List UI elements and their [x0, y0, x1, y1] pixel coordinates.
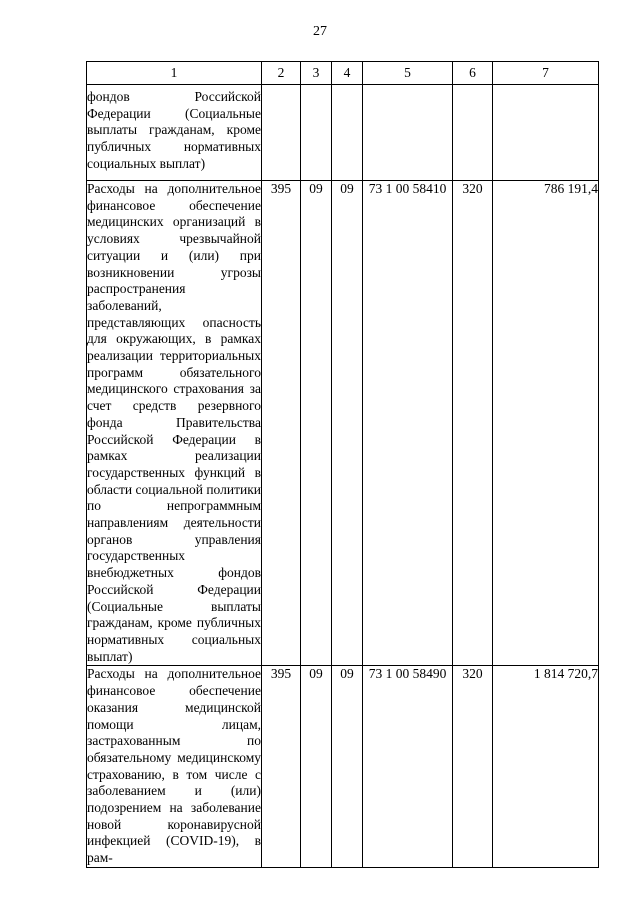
target-article-code: 73 1 00 58490	[363, 666, 453, 867]
table-row	[87, 666, 599, 867]
ministry-code: 395	[262, 181, 301, 666]
column-header: 1	[87, 62, 262, 85]
expense-type-code	[453, 85, 493, 181]
ministry-code: 395	[262, 666, 301, 867]
amount-value: 786 191,4	[493, 181, 599, 666]
section-code: 09	[301, 181, 332, 666]
column-header: 7	[493, 62, 599, 85]
row-description: Расходы на дополнительное финансовое обеспечение оказания медицинской помощи лицам, застрахованным по обязательному медицинскому страхованию, в том числе с заболеванием и (или) подозрением на заболевание новой коронавирусной инфекцией (COVID-19), в рам-	[87, 666, 262, 867]
section-code	[301, 85, 332, 181]
expense-type-code: 320	[453, 181, 493, 666]
section-code: 09	[301, 666, 332, 867]
row-description: фондов Российской Федерации (Социальные выплаты гражданам, кроме публичных нормативных социальных выплат)	[87, 85, 262, 181]
column-header: 6	[453, 62, 493, 85]
table-row	[87, 85, 599, 181]
target-article-code	[363, 85, 453, 181]
ministry-code	[262, 85, 301, 181]
table-row	[87, 181, 599, 666]
column-header: 4	[332, 62, 363, 85]
expense-type-code: 320	[453, 666, 493, 867]
subsection-code: 09	[332, 181, 363, 666]
column-header: 5	[363, 62, 453, 85]
subsection-code: 09	[332, 666, 363, 867]
page-number: 27	[313, 24, 327, 39]
budget-table	[86, 61, 599, 868]
subsection-code	[332, 85, 363, 181]
row-description: Расходы на дополнительное финансовое обеспечение медицинских организаций в условиях чрезвычайной ситуации и (или) при возникновении угрозы распространения заболеваний, представляющих опасность для окружающих, в рамках реализации территориальных программ обязательного медицинского страхования за счет средств резервного фонда Правительства Российской Федерации в рамках реализации государственных функций в области социальной политики по непрограммным направлениям деятельности органов управления государственных внебюджетных фондов Российской Федерации (Социальные выплаты гражданам, кроме публичных нормативных социальных выплат)	[87, 181, 262, 666]
target-article-code: 73 1 00 58410	[363, 181, 453, 666]
amount-value: 1 814 720,7	[493, 666, 599, 867]
column-header: 3	[301, 62, 332, 85]
table-header-row	[87, 62, 599, 85]
amount-value	[493, 85, 599, 181]
column-header: 2	[262, 62, 301, 85]
